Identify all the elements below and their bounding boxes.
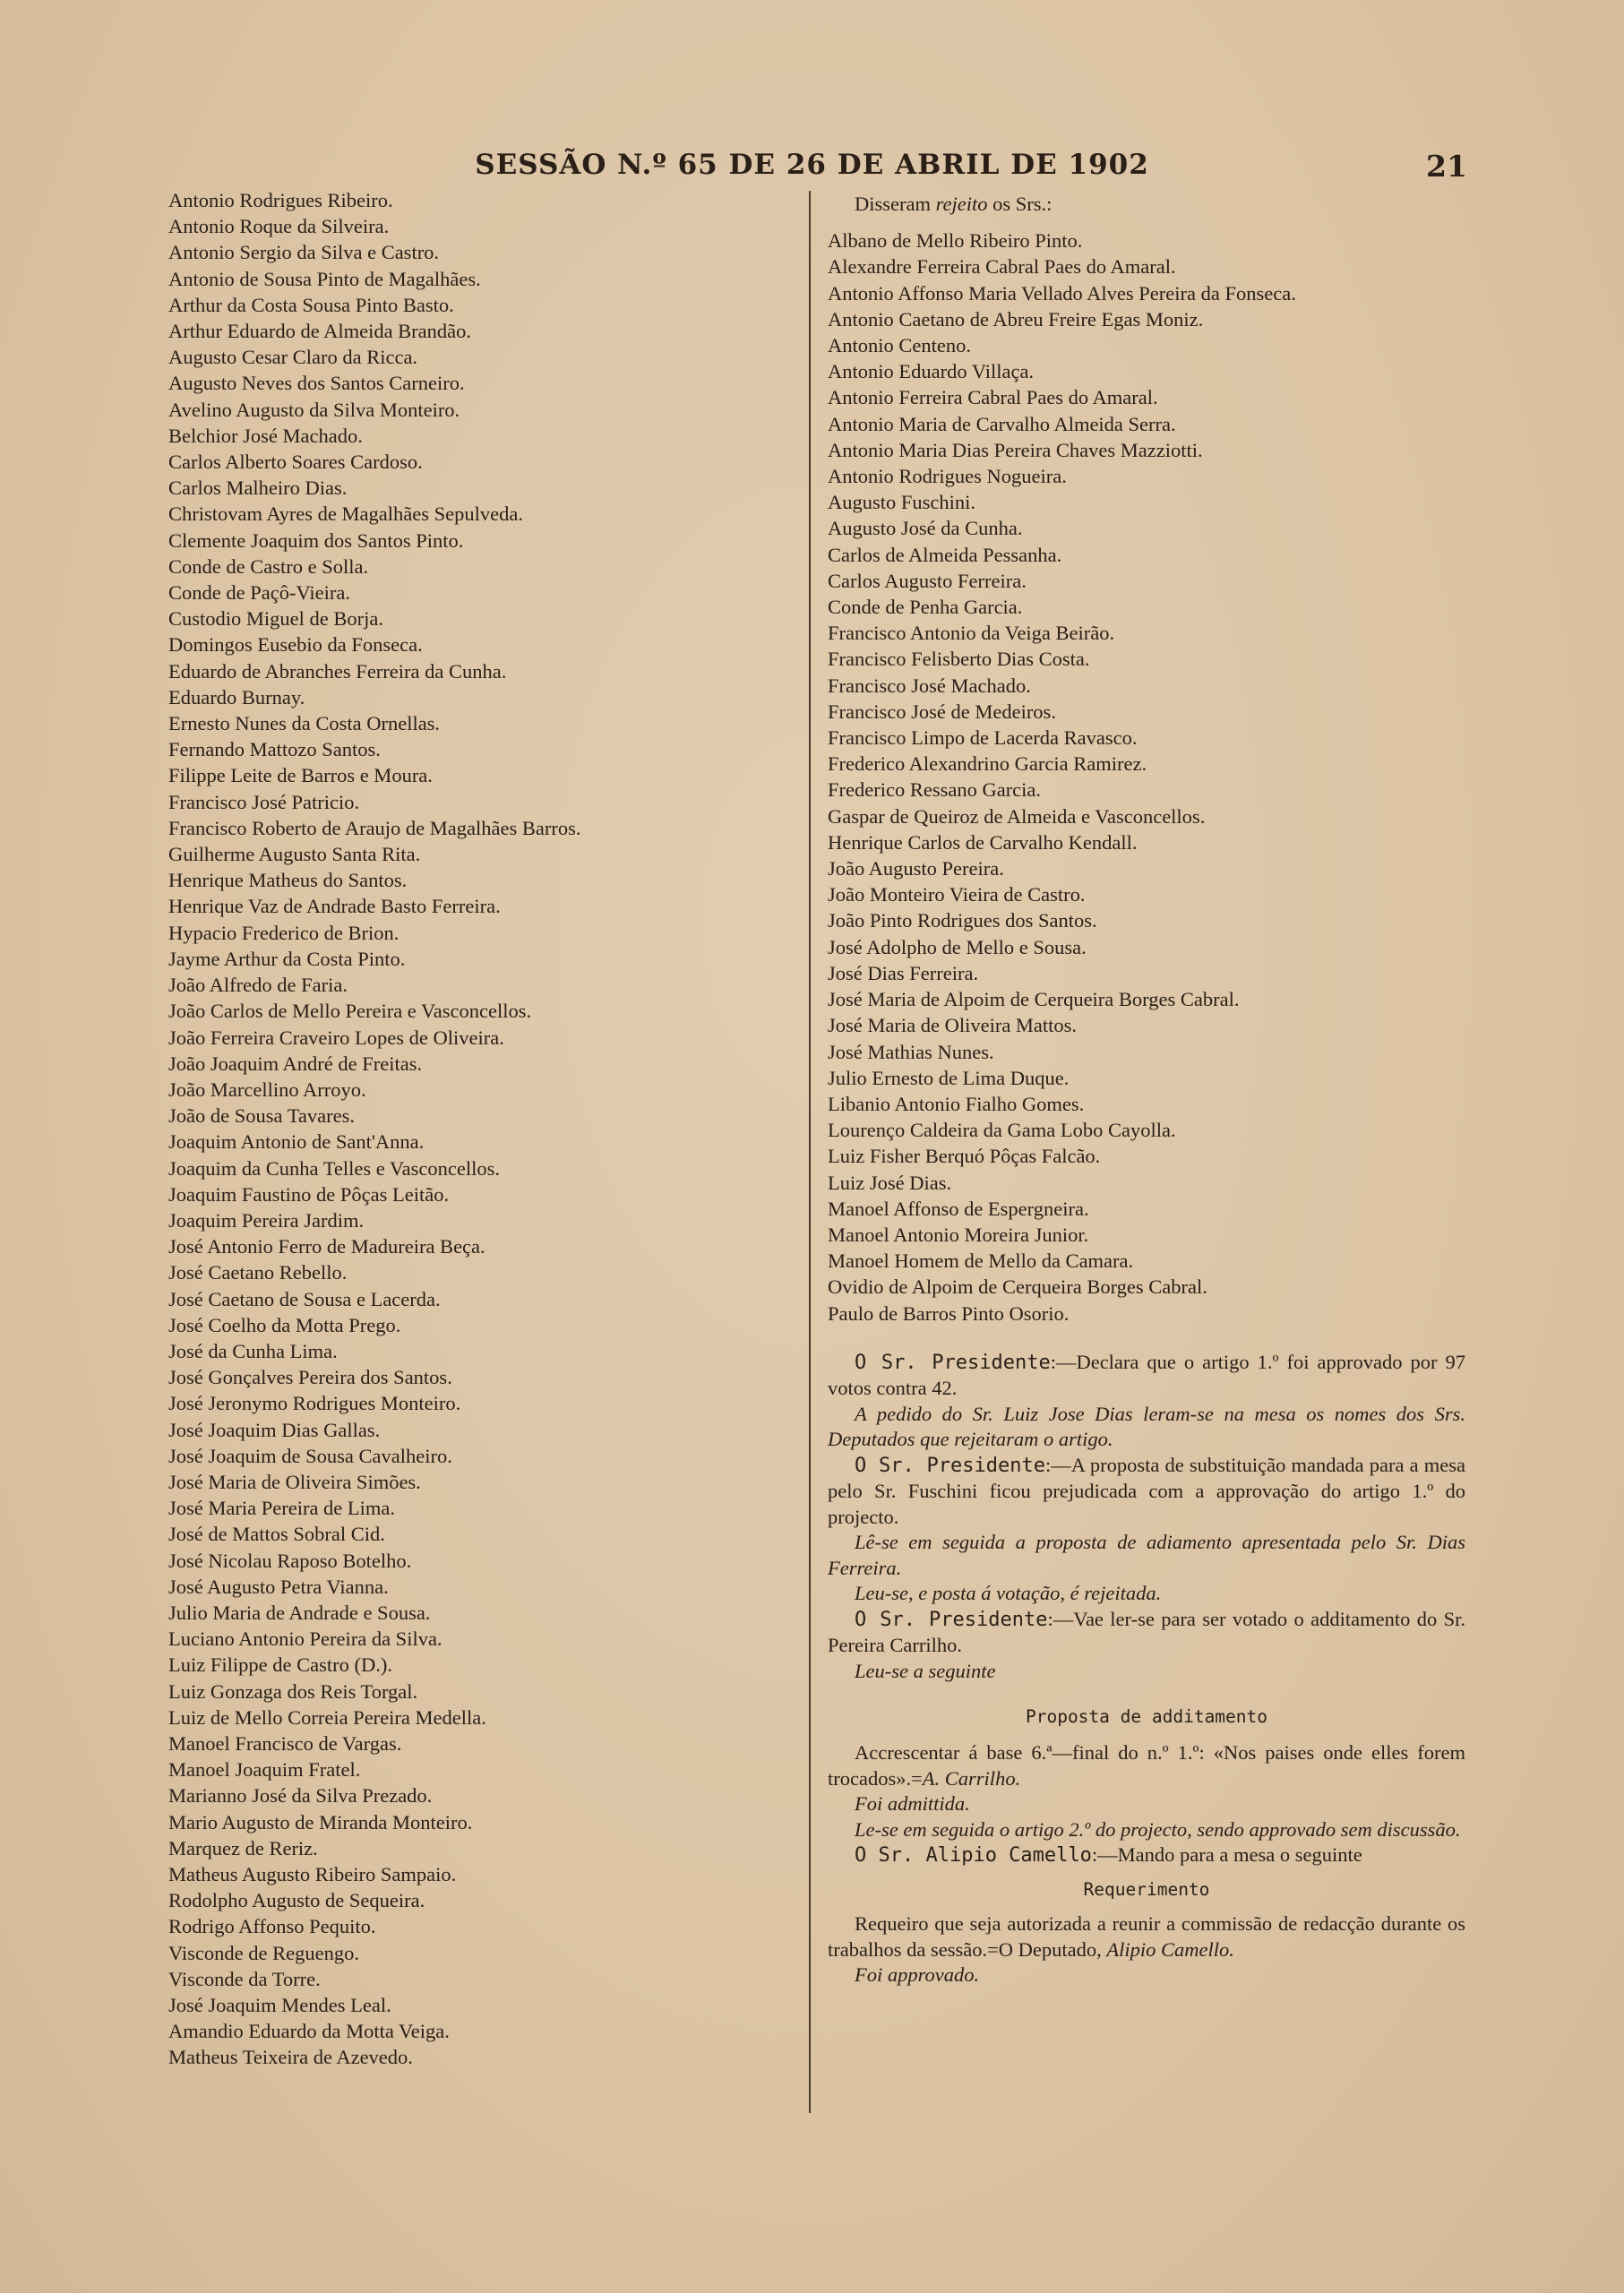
name-entry: José Joaquim Dias Gallas. (168, 1418, 381, 1441)
name-entry: Francisco José de Medeiros. (828, 700, 1056, 723)
name-entry: Paulo de Barros Pinto Osorio. (828, 1301, 1070, 1325)
name-entry: Arthur Eduardo de Almeida Brandão. (168, 320, 472, 343)
name-entry: João Marcellino Arroyo. (168, 1078, 366, 1101)
paragraph-italic-rejeitada: Leu-se, e posta á votação, é rejeitada. (855, 1582, 1162, 1605)
name-entry: Antonio Maria de Carvalho Almeida Serra. (828, 412, 1176, 435)
name-entry: Henrique Vaz de Andrade Basto Ferreira. (168, 895, 501, 918)
name-entry: Matheus Teixeira de Azevedo. (168, 2046, 413, 2069)
name-entry: José Adolpho de Mello e Sousa. (828, 935, 1087, 958)
name-entry: Julio Ernesto de Lima Duque. (828, 1066, 1070, 1089)
name-entry: Augusto José da Cunha. (828, 517, 1023, 540)
name-entry: João Joaquim André de Freitas. (168, 1052, 423, 1075)
name-entry: Francisco Felisberto Dias Costa. (828, 648, 1090, 671)
name-entry: João Monteiro Vieira de Castro. (828, 883, 1086, 906)
paragraph-text: Accrescentar á base 6.ª—final do n.º 1.º: «Nos paises onde elles forem trocados».= (828, 1741, 1465, 1790)
paragraph-presidente-3 (828, 1607, 1465, 1659)
name-entry: Augusto Neves dos Santos Carneiro. (168, 372, 465, 395)
page-header (0, 149, 1624, 185)
paragraph-text: :—Declara que o artigo 1.º foi approvado por 97 votos contra 42. (828, 1350, 1466, 1400)
name-entry: João Augusto Pereira. (828, 857, 1004, 880)
name-entry: José Antonio Ferro de Madureira Beça. (168, 1235, 485, 1258)
name-entry: Manoel Joaquim Fratel. (168, 1758, 361, 1782)
name-entry: Gaspar de Queiroz de Almeida e Vasconcellos. (828, 804, 1206, 828)
name-entry: João de Sousa Tavares. (168, 1104, 355, 1128)
name-entry: Rodolpho Augusto de Sequeira. (168, 1889, 425, 1912)
name-entry: José Maria de Alpoim de Cerqueira Borges Cabral. (828, 988, 1240, 1011)
name-entry: José Caetano de Sousa e Lacerda. (168, 1287, 441, 1310)
page-number: 21 (1426, 149, 1467, 184)
name-entry: Antonio Ferreira Cabral Paes do Amaral. (828, 386, 1158, 409)
name-entry: Henrique Matheus do Santos. (168, 869, 408, 892)
name-entry: Libanio Antonio Fialho Gomes. (828, 1092, 1085, 1115)
name-entry: Christovam Ayres de Magalhães Sepulveda. (168, 502, 523, 526)
name-entry: Fernando Mattozo Santos. (168, 738, 381, 761)
name-entry: Francisco Limpo de Lacerda Ravasco. (828, 726, 1138, 750)
name-entry: João Alfredo de Faria. (168, 974, 348, 997)
name-entry: Joaquim da Cunha Telles e Vasconcellos. (168, 1156, 501, 1180)
name-entry: Custodio Miguel de Borja. (168, 607, 383, 631)
name-entry: Luiz José Dias. (828, 1171, 952, 1194)
name-entry: Ernesto Nunes da Costa Ornellas. (168, 712, 441, 735)
name-entry: Mario Augusto de Miranda Monteiro. (168, 1810, 473, 1834)
name-entry: Antonio Rodrigues Nogueira. (828, 465, 1067, 488)
requerimento-title: Requerimento (1083, 1878, 1210, 1900)
name-entry: Joaquim Pereira Jardim. (168, 1208, 365, 1232)
name-entry: Carlos Malheiro Dias. (168, 477, 348, 500)
name-entry: João Pinto Rodrigues dos Santos. (828, 909, 1097, 932)
name-entry: Amandio Eduardo da Motta Veiga. (168, 2020, 450, 2043)
speaker-name: O Sr. Presidente (855, 1608, 1048, 1631)
name-entry: Clemente Joaquim dos Santos Pinto. (168, 528, 464, 552)
name-entry: Conde de Penha Garcia. (828, 596, 1023, 619)
name-entry: Domingos Eusebio da Fonseca. (168, 633, 423, 657)
paragraph-text: :—Vae ler-se para ser votado o additamento do Sr. Pereira Carrilho. (828, 1607, 1466, 1657)
name-entry: Arthur da Costa Sousa Pinto Basto. (168, 293, 454, 316)
name-entry: Antonio de Sousa Pinto de Magalhães. (168, 267, 481, 290)
name-entry: João Ferreira Craveiro Lopes de Oliveira. (168, 1026, 504, 1049)
name-entry: Joaquim Faustino de Pôças Leitão. (168, 1182, 450, 1206)
paragraph-italic-artigo2: Le-se em seguida o artigo 2.º do projecto, sendo approvado sem discussão. (855, 1817, 1461, 1841)
name-entry: Visconde da Torre. (168, 1967, 321, 1990)
proposta-title: Proposta de additamento (1025, 1706, 1268, 1728)
name-entry: José Mathias Nunes. (828, 1040, 994, 1063)
paragraph-italic-pedido: A pedido do Sr. Luiz Jose Dias leram-se na mesa os nomes dos Srs. Deputados que rejeitaram o artigo. (828, 1402, 1465, 1451)
name-entry: Julio Maria de Andrade e Sousa. (168, 1601, 431, 1624)
speaker-name: O Sr. Presidente (855, 1351, 1051, 1374)
name-entry: Antonio Centeno. (828, 334, 971, 357)
name-entry: Conde de Castro e Solla. (168, 554, 369, 578)
name-entry: José Joaquim de Sousa Cavalheiro. (168, 1444, 452, 1467)
name-entry: Francisco José Patricio. (168, 790, 360, 813)
name-entry: Jayme Arthur da Costa Pinto. (168, 947, 406, 970)
name-entry: Avelino Augusto da Silva Monteiro. (168, 398, 460, 421)
name-entry: Antonio Caetano de Abreu Freire Egas Moniz. (828, 307, 1204, 331)
signature: A. Carrilho. (922, 1766, 1021, 1790)
name-entry: Ovidio de Alpoim de Cerqueira Borges Cabral. (828, 1275, 1207, 1299)
name-entry: José de Mattos Sobral Cid. (168, 1523, 385, 1546)
name-entry: Luiz de Mello Correia Pereira Medella. (168, 1705, 486, 1729)
session-title: SESSÃO N.º 65 DE 26 DE ABRIL DE 1902 (475, 149, 1149, 181)
rejeito-heading (828, 191, 1465, 217)
name-entry: José Jeronymo Rodrigues Monteiro. (168, 1392, 461, 1415)
name-entry: José da Cunha Lima. (168, 1339, 338, 1362)
name-entry: Antonio Eduardo Villaça. (828, 360, 1035, 383)
name-entry: Carlos Augusto Ferreira. (828, 569, 1027, 592)
name-entry: Luciano Antonio Pereira da Silva. (168, 1627, 443, 1651)
name-entry: Luiz Fisher Berquó Pôças Falcão. (828, 1145, 1101, 1168)
name-entry: Lourenço Caldeira da Gama Lobo Cayolla. (828, 1119, 1176, 1142)
paragraph-presidente-2 (828, 1453, 1465, 1531)
name-entry: Hypacio Frederico de Brion. (168, 921, 400, 944)
paragraph-text: :—Mando para a mesa o seguinte (1091, 1843, 1362, 1867)
signature: Alipio Camello. (1106, 1937, 1234, 1961)
name-entry: Manoel Antonio Moreira Junior. (828, 1223, 1089, 1246)
name-entry: José Coelho da Motta Prego. (168, 1313, 401, 1336)
left-column-names (168, 187, 813, 2071)
paragraph-text: Requeiro que seja autorizada a reunir a commissão de redacção durante os trabalhos da sessão.=O Deputado, (828, 1912, 1465, 1961)
name-entry: Guilherme Augusto Santa Rita. (168, 843, 421, 866)
speaker-name: O Sr. Presidente (855, 1454, 1045, 1477)
name-entry: Francisco José Machado. (828, 674, 1031, 697)
name-entry: José Maria de Oliveira Simões. (168, 1470, 421, 1493)
name-entry: Henrique Carlos de Carvalho Kendall. (828, 830, 1138, 854)
name-entry: Joaquim Antonio de Sant'Anna. (168, 1130, 425, 1154)
name-entry: Luiz Gonzaga dos Reis Torgal. (168, 1679, 418, 1703)
name-entry: Marianno José da Silva Prezado. (168, 1784, 433, 1808)
heading-italic: rejeito (935, 193, 988, 215)
paragraph-alipio (828, 1842, 1465, 1869)
name-entry: Marquez de Reriz. (168, 1836, 318, 1859)
name-entry: Antonio Rodrigues Ribeiro. (168, 189, 393, 211)
name-entry: Matheus Augusto Ribeiro Sampaio. (168, 1863, 457, 1885)
name-entry: José Joaquim Mendes Leal. (168, 1994, 391, 2017)
name-entry: Frederico Alexandrino Garcia Ramirez. (828, 752, 1147, 776)
name-entry: Manoel Affonso de Espergneira. (828, 1197, 1089, 1220)
right-column (828, 191, 1465, 1988)
name-entry: Eduardo Burnay. (168, 685, 305, 709)
name-entry: Francisco Roberto de Araujo de Magalhães Barros. (168, 816, 581, 839)
name-entry: Luiz Filippe de Castro (D.). (168, 1653, 392, 1677)
paragraph-presidente-1 (828, 1350, 1465, 1402)
paragraph-italic-admittida: Foi admittida. (855, 1792, 970, 1816)
name-entry: Antonio Roque da Silveira. (168, 215, 390, 238)
name-entry: Antonio Sergio da Silva e Castro. (168, 241, 440, 264)
heading-prefix: Disseram (855, 193, 936, 215)
rejeito-names (828, 228, 1465, 1327)
name-entry: Manoel Homem de Mello da Camara. (828, 1250, 1134, 1273)
name-entry: Alexandre Ferreira Cabral Paes do Amaral. (828, 255, 1176, 279)
name-entry: José Maria Pereira de Lima. (168, 1497, 396, 1520)
name-entry: José Dias Ferreira. (828, 961, 979, 984)
heading-suffix: os Srs.: (987, 193, 1053, 215)
name-entry: Francisco Antonio da Veiga Beirão. (828, 622, 1115, 645)
name-entry: Augusto Fuschini. (828, 491, 976, 514)
paragraph-text: :—A proposta de substituição mandada para a mesa pelo Sr. Fuschini ficou prejudicada com a approvação do artigo 1.º do projecto. (828, 1453, 1466, 1528)
name-entry: Antonio Affonso Maria Vellado Alves Pereira da Fonseca. (828, 281, 1296, 305)
paragraph-italic-adiamento: Lê-se em seguida a proposta de adiamento apresentada pelo Sr. Dias Ferreira. (828, 1531, 1465, 1579)
column-divider (809, 191, 811, 2113)
name-entry: Augusto Cesar Claro da Ricca. (168, 346, 418, 369)
paragraph-proposta (828, 1740, 1465, 1791)
name-entry: Manoel Francisco de Vargas. (168, 1731, 402, 1755)
name-entry: Belchior José Machado. (168, 424, 363, 447)
name-entry: José Maria de Oliveira Mattos. (828, 1014, 1078, 1037)
name-entry: Carlos de Almeida Pessanha. (828, 543, 1062, 566)
name-entry: José Augusto Petra Vianna. (168, 1575, 389, 1598)
paragraph-italic-seguinte: Leu-se a seguinte (855, 1659, 996, 1682)
name-entry: José Gonçalves Pereira dos Santos. (168, 1366, 452, 1389)
name-entry: Antonio Maria Dias Pereira Chaves Mazziotti. (828, 438, 1203, 461)
name-entry: Conde de Paçô-Vieira. (168, 581, 350, 605)
name-entry: Albano de Mello Ribeiro Pinto. (828, 229, 1083, 253)
name-entry: José Caetano Rebello. (168, 1261, 348, 1284)
name-entry: Eduardo de Abranches Ferreira da Cunha. (168, 659, 507, 683)
name-entry: Filippe Leite de Barros e Moura. (168, 764, 433, 787)
speaker-name: O Sr. Alipio Camello (855, 1844, 1092, 1868)
name-entry: Visconde de Reguengo. (168, 1941, 359, 1964)
paragraph-italic-aprovado: Foi approvado. (855, 1963, 980, 1987)
name-entry: José Nicolau Raposo Botelho. (168, 1549, 412, 1572)
paragraph-requerimento (828, 1911, 1465, 1962)
name-entry: Rodrigo Affonso Pequito. (168, 1915, 376, 1938)
name-entry: João Carlos de Mello Pereira e Vasconcellos. (168, 1000, 532, 1023)
name-entry: Frederico Ressano Garcia. (828, 778, 1042, 802)
name-entry: Carlos Alberto Soares Cardoso. (168, 451, 423, 474)
